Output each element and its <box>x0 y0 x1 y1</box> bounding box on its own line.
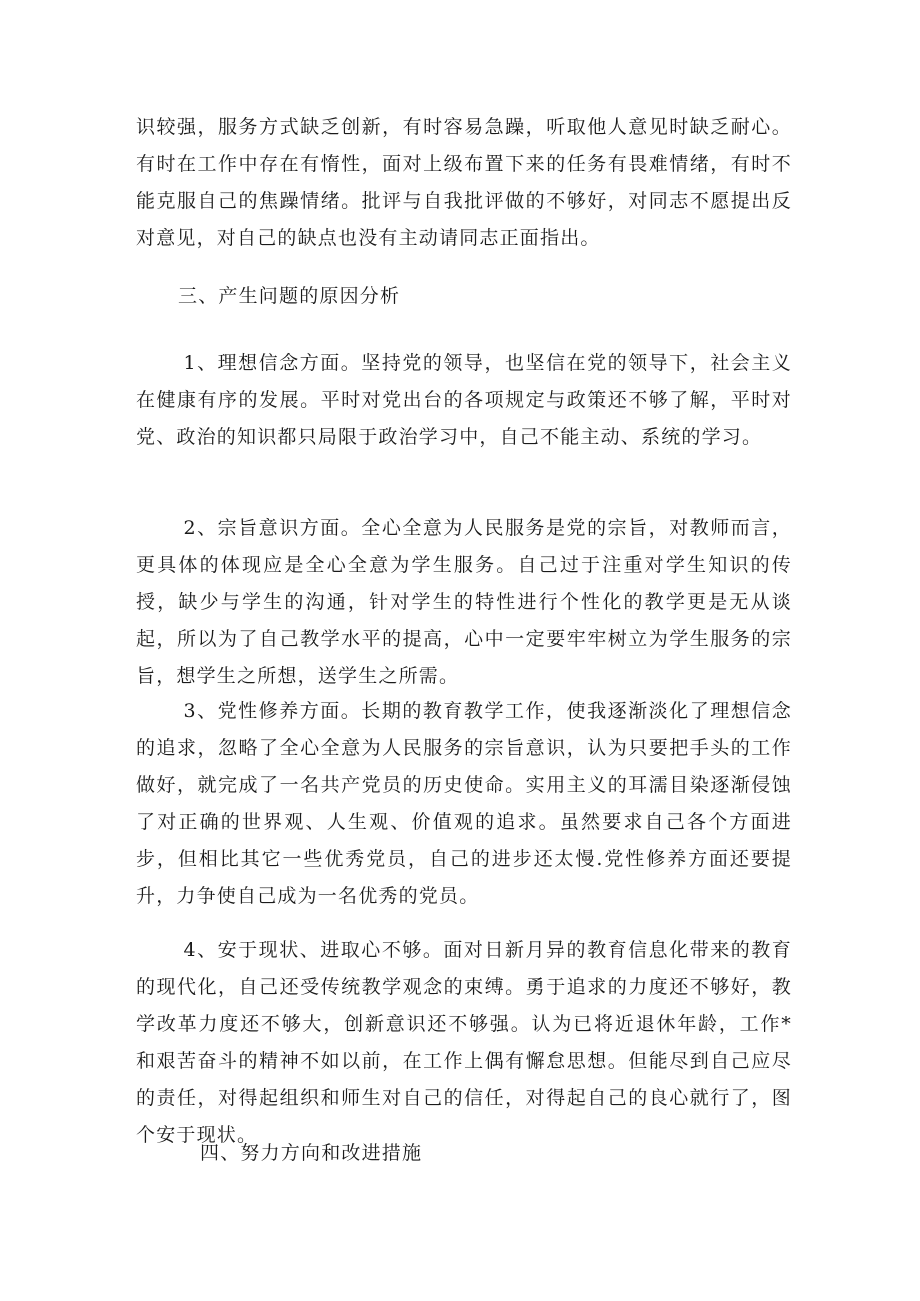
item-3-paragraph: 3、党性修养方面。长期的教育教学工作，使我逐渐淡化了理想信念的追求，忽略了全心全意为人民服务的宗旨意识，认为只要把手头的工作做好，就完成了一名共产党员的历史使命。实用主义的耳濡目染逐渐侵蚀了对正确的世界观、人生观、价值观的追求。虽然要求自己各个方面进步，但相比其它一些优秀党员，自己的进步还太慢.党性修养方面还要提升，力争使自己成为一名优秀的党员。 <box>136 700 792 907</box>
section-3-heading: 三、产生问题的原因分析 <box>178 285 401 307</box>
item-2-paragraph: 2、宗旨意识方面。全心全意为人民服务是党的宗旨，对教师而言，更具体的体现应是全心全意为学生服务。自己过于注重对学生知识的传授，缺少与学生的沟通，针对学生的特性进行个性化的教学更是无从谈起，所以为了自己教学水平的提高，心中一定要牢牢树立为学生服务的宗旨，想学生之所想，送学生之所需。 <box>136 517 792 687</box>
section-4-heading: 四、努力方向和改进措施 <box>200 1142 423 1164</box>
item-4-paragraph: 4、安于现状、进取心不够。面对日新月异的教育信息化带来的教育的现代化，自己还受传统教学观念的束缚。勇于追求的力度还不够好，教学改革力度还不够大，创新意识还不够强。认为已将近退休年龄，工作*和艰苦奋斗的精神不如以前，在工作上偶有懈怠思想。但能尽到自己应尽的责任，对得起组织和师生对自己的信任，对得起自己的良心就行了，图个安于现状。 <box>136 939 792 1146</box>
intro-paragraph: 识较强，服务方式缺乏创新，有时容易急躁，听取他人意见时缺乏耐心。有时在工作中存在有惰性，面对上级布置下来的任务有畏难情绪，有时不能克服自己的焦躁情绪。批评与自我批评做的不够好，对同志不愿提出反对意见，对自己的缺点也没有主动请同志正面指出。 <box>136 116 792 249</box>
item-1-paragraph: 1、理想信念方面。坚持党的领导，也坚信在党的领导下，社会主义在健康有序的发展。平时对党出台的各项规定与政策还不够了解，平时对党、政治的知识都只局限于政治学习中，自己不能主动、系统的学习。 <box>136 352 792 448</box>
